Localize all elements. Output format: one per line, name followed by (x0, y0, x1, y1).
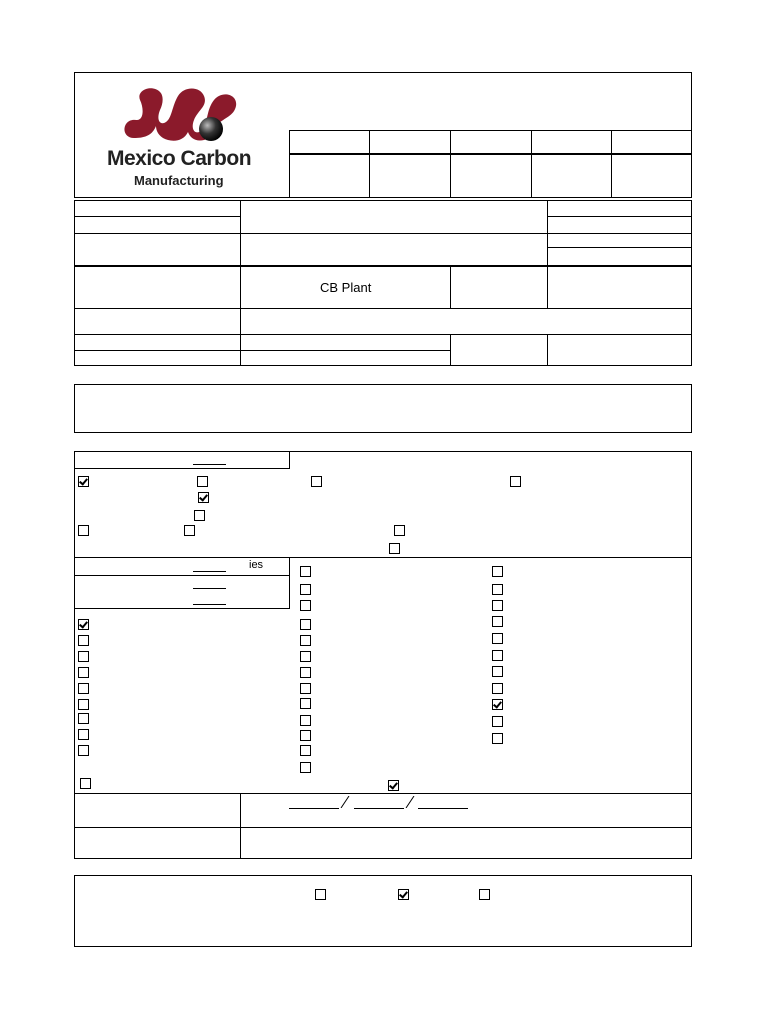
list-c1-item2[interactable] (78, 635, 89, 646)
plant-value: CB Plant (320, 280, 372, 295)
list-c3-item2[interactable] (492, 584, 503, 595)
date-row-v (240, 793, 241, 859)
tab-bottom-line (74, 468, 290, 469)
list-c2-item3[interactable] (300, 600, 311, 611)
checkbox-r1-c4[interactable] (510, 476, 521, 487)
list-c2-item10[interactable] (300, 715, 311, 726)
date-underline-3 (418, 808, 468, 809)
checklist-divider-2 (74, 793, 692, 794)
list-c3-item10[interactable] (492, 716, 503, 727)
list-c1-item3[interactable] (78, 651, 89, 662)
approval-checkbox-3[interactable] (479, 889, 490, 900)
subbox-line-1 (74, 575, 290, 576)
info-frame (74, 200, 692, 366)
checkbox-r3[interactable] (194, 510, 205, 521)
list-c1-item5[interactable] (78, 683, 89, 694)
header-grid-mid (289, 153, 692, 155)
date-slash-1 (340, 796, 350, 808)
tab-right-line (289, 451, 290, 468)
info-v-mid-lower (450, 334, 451, 366)
list-c2-item1[interactable] (300, 566, 311, 577)
subbox-right-line (289, 557, 290, 609)
list-c1-item7[interactable] (78, 713, 89, 724)
list-c3-item7[interactable] (492, 666, 503, 677)
date-underline-2 (354, 808, 404, 809)
subbox-underline-1 (193, 571, 226, 572)
header-grid-v3 (450, 130, 451, 198)
checklist-divider-3 (74, 827, 692, 828)
list-c2-item7[interactable] (300, 667, 311, 678)
header-grid-v2 (369, 130, 370, 198)
header-grid-v1 (289, 130, 290, 198)
list-c2-item6[interactable] (300, 651, 311, 662)
checkbox-r1-c1[interactable] (78, 476, 89, 487)
checkbox-r2[interactable] (198, 492, 209, 503)
checkbox-r4-c2[interactable] (184, 525, 195, 536)
list-c2-item12[interactable] (300, 745, 311, 756)
list-c2-item2[interactable] (300, 584, 311, 595)
list-c3-item1[interactable] (492, 566, 503, 577)
list-c1-item8[interactable] (78, 729, 89, 740)
date-slash-2 (405, 796, 415, 808)
company-name-line1: Mexico Carbon (107, 147, 252, 170)
tab-underline (193, 464, 226, 465)
list-c2-item4[interactable] (300, 619, 311, 630)
checkbox-r1-c3[interactable] (311, 476, 322, 487)
list-c2-item11[interactable] (300, 730, 311, 741)
checklist-divider-1 (74, 557, 692, 558)
checkbox-r4-c1[interactable] (78, 525, 89, 536)
approval-checkbox-2[interactable] (398, 889, 409, 900)
info-v-left (240, 200, 241, 366)
info-h4 (74, 265, 692, 267)
list-c3-item3[interactable] (492, 600, 503, 611)
checklist-frame (74, 451, 692, 859)
subbox-line-2 (74, 608, 290, 609)
list-c3-item9[interactable] (492, 699, 503, 710)
info-h2 (74, 233, 692, 234)
list-c1-item4[interactable] (78, 667, 89, 678)
checkbox-r5[interactable] (389, 543, 400, 554)
subbox-underline-3 (193, 604, 226, 605)
list-c1-item6[interactable] (78, 699, 89, 710)
subbox-underline-2 (193, 588, 226, 589)
header-grid-top (289, 130, 692, 131)
date-underline-1 (289, 808, 339, 809)
list-c1-item9[interactable] (78, 745, 89, 756)
list-c3-item6[interactable] (492, 650, 503, 661)
company-name-line2: Manufacturing (134, 173, 224, 188)
checkbox-r4-c3[interactable] (394, 525, 405, 536)
list-c2-item13[interactable] (300, 762, 311, 773)
description-frame (74, 384, 692, 433)
list-c2-item14[interactable] (388, 780, 399, 791)
list-c1-item1[interactable] (78, 619, 89, 630)
checkbox-r1-c2[interactable] (197, 476, 208, 487)
list-c3-item4[interactable] (492, 616, 503, 627)
list-c2-item8[interactable] (300, 683, 311, 694)
info-h6 (74, 334, 692, 335)
info-v-mid (450, 266, 451, 308)
header-grid-v4 (531, 130, 532, 198)
list-c3-item8[interactable] (492, 683, 503, 694)
approval-checkbox-1[interactable] (315, 889, 326, 900)
list-c2-item5[interactable] (300, 635, 311, 646)
info-h1-left (74, 216, 240, 217)
info-v-right-lower (547, 334, 548, 366)
list-c3-item11[interactable] (492, 733, 503, 744)
approval-frame (74, 875, 692, 947)
list-c3-item5[interactable] (492, 633, 503, 644)
list-c1-item10[interactable] (80, 778, 91, 789)
partial-label: ies (249, 559, 264, 571)
info-h1-right (547, 216, 692, 217)
info-h7 (74, 350, 450, 351)
list-c2-item9[interactable] (300, 698, 311, 709)
header-grid-v5 (611, 130, 612, 198)
info-h3-right (547, 247, 692, 248)
info-h5 (74, 308, 692, 309)
